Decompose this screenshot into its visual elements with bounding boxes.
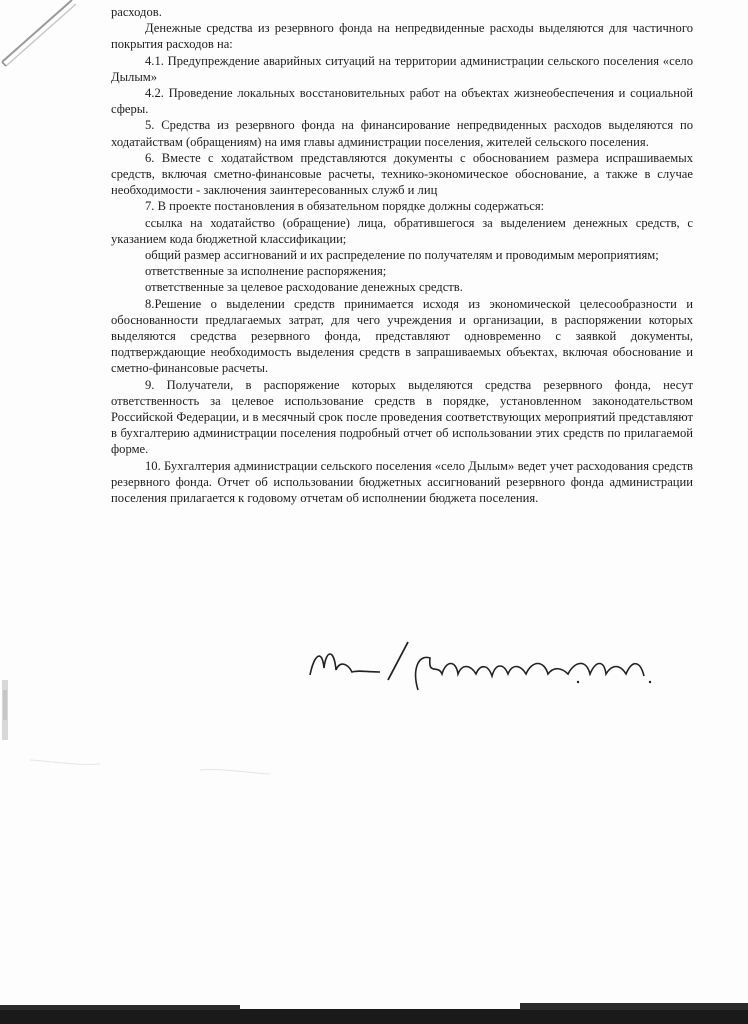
paragraph: 9. Получатели, в распоряжение которых выделяются средства резервного фонда, несут ответственность за целевое использование средств в порядке, установленном законодательством Российской Федерации, и в месячный срок после проведения соответствующих мероприятий представляют в бухгалтерию администрации поселения подробный отчет об использовании этих средств по прилагаемой форме. <box>111 377 693 457</box>
paragraph: 4.1. Предупреждение аварийных ситуаций на территории администрации сельского поселения «село Дылым» <box>111 53 693 84</box>
paragraph: ответственные за исполнение распоряжения; <box>145 264 387 279</box>
paragraph: общий размер ассигнований и их распределение по получателям и проводимым мероприятиям; <box>145 248 659 263</box>
paragraph: расходов. <box>111 5 162 19</box>
paragraph: 4.2. Проведение локальных восстановительных работ на объектах жизнеобеспечения и социальной сферы. <box>111 86 693 117</box>
paragraph: 8.Решение о выделении средств принимается исходя из экономической целесообразности и обоснованности предлагаемых затрат, для чего учреждения и организации, в распоряжении которых выделяются средства резервного фонда, представляют одновременно с заявкой документы, подтверждающие необходимость выделения средств в запрашиваемых объектах, включая обоснование и сметно-финансовые расчеты. <box>111 296 693 376</box>
paragraph: ссылка на ходатайство (обращение) лица, обратившегося за выделением денежных средств, с указанием кода бюджетной классификации; <box>111 215 693 246</box>
scan-pen-mark <box>0 0 90 70</box>
handwritten-signature <box>300 620 660 710</box>
paragraph: ответственные за целевое расходование денежных средств. <box>145 280 463 295</box>
document-body <box>111 4 693 506</box>
scan-edge-artifact <box>0 680 14 740</box>
scan-bottom-edge <box>0 1003 748 1024</box>
paragraph: 7. В проекте постановления в обязательном порядке должны содержаться: <box>145 199 545 214</box>
paragraph: 10. Бухгалтерия администрации сельского поселения «село Дылым» ведет учет расходования средств резервного фонда. Отчет об использовании бюджетных ассигнований резервного фонда администрации поселения прилагается к годовому отчетам об исполнении бюджета поселения. <box>111 458 693 506</box>
paragraph: Денежные средства из резервного фонда на непредвиденные расходы выделяются для частичного покрытия расходов на: <box>111 21 693 52</box>
scan-smudge <box>20 740 280 790</box>
paragraph: 6. Вместе с ходатайством представляются документы с обоснованием размера испрашиваемых средств, включая сметно-финансовые расчеты, технико-экономическое обоснование, а также в случае необходимости - заключения заинтересованных служб и лиц <box>111 150 693 198</box>
paragraph: 5. Средства из резервного фонда на финансирование непредвиденных расходов выделяются по ходатайствам (обращениям) на имя главы администрации поселения, жителей сельского поселения. <box>111 118 693 149</box>
